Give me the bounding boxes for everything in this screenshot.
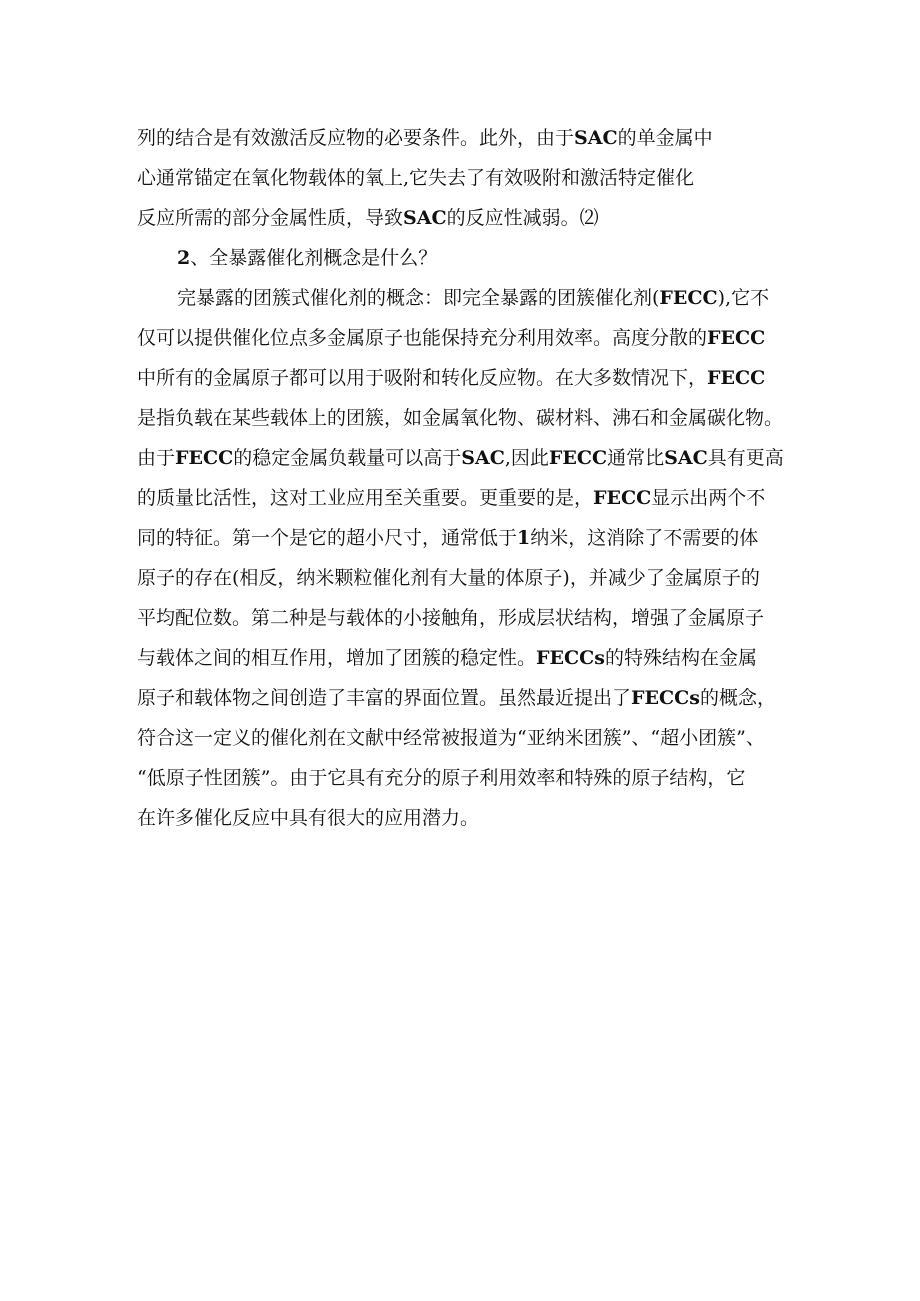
paragraph-line: “低原子性团簇”。由于它具有充分的原子利用效率和特殊的原子结构，它 [137,767,746,789]
paragraph-line: 符合这一定义的催化剂在文献中经常被报道为“亚纳米团簇”、“超小团簇”、 [137,727,765,749]
paragraph-line: 在许多催化反应中具有很大的应用潜力。 [137,807,480,829]
document-body [137,118,807,838]
paragraph-line: 的质量比活性，这对工业应用至关重要。更重要的是，FECC显示出两个不 [137,487,766,509]
paragraph-line: 中所有的金属原子都可以用于吸附和转化反应物。在大多数情况下，FECC [137,367,766,389]
paragraph-line: 与载体之间的相互作用，增加了团簇的稳定性。FECCs的特殊结构在金属 [137,647,757,669]
paragraph-line: 原子的存在(相反，纳米颗粒催化剂有大量的体原子)，并减少了金属原子的 [137,567,760,589]
paragraph-line: 是指负载在某些载体上的团簇，如金属氧化物、碳材料、沸石和金属碳化物。 [137,407,784,429]
paragraph-line: 列的结合是有效激活反应物的必要条件。此外，由于SAC的单金属中 [137,127,713,149]
paragraph-line: 由于FECC的稳定金属负载量可以高于SAC,因此FECC通常比SAC具有更高 [137,447,784,469]
paragraph-line: 原子和载体物之间创造了丰富的界面位置。虽然最近提出了FECCs的概念， [137,687,776,709]
paragraph-line: 心通常锚定在氧化物载体的氧上,它失去了有效吸附和激活特定催化 [137,167,695,189]
paragraph-line: 同的特征。第一个是它的超小尺寸，通常低于1纳米，这消除了不需要的体 [137,527,759,549]
paragraph-line: 反应所需的部分金属性质，导致SAC的反应性减弱。⑵ [137,207,599,229]
paragraph-line: 平均配位数。第二种是与载体的小接触角，形成层状结构，增强了金属原子 [137,607,765,629]
paragraph-line: 仅可以提供催化位点多金属原子也能保持充分利用效率。高度分散的FECC [137,327,766,349]
paragraph-line: 完暴露的团簇式催化剂的概念：即完全暴露的团簇催化剂(FECC),它不 [177,287,770,309]
section-heading: 2、全暴露催化剂概念是什么？ [177,247,438,269]
